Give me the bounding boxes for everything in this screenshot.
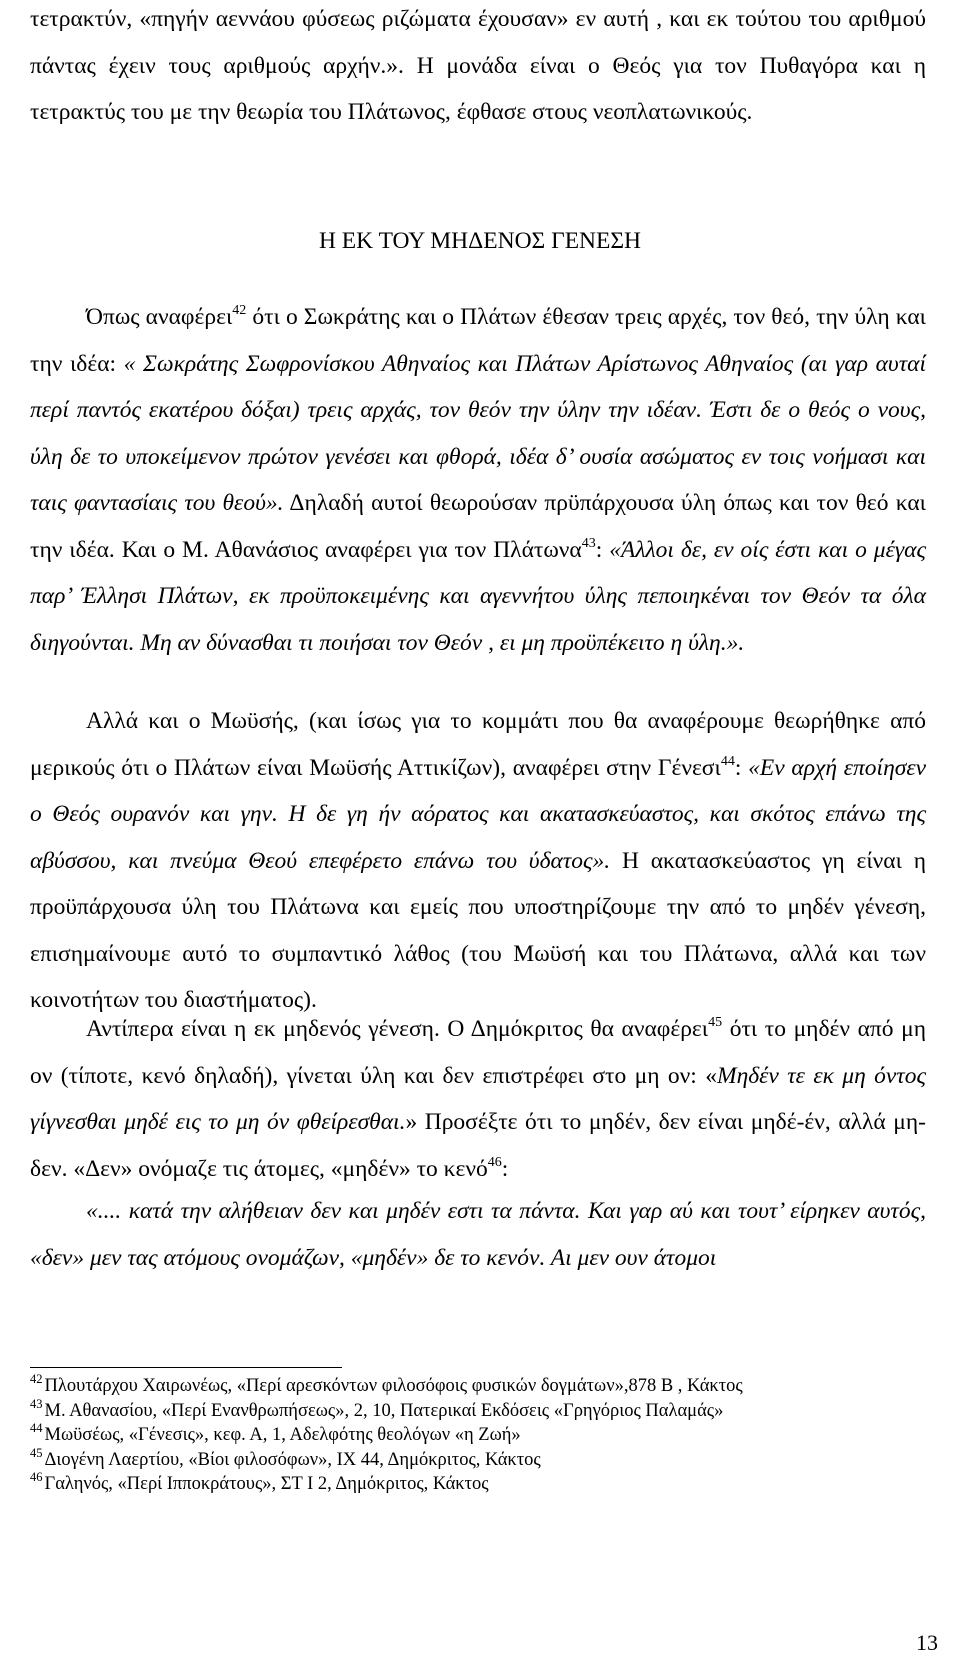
footnote-number: 43 bbox=[30, 1396, 43, 1411]
footnote-text: Μ. Αθανασίου, «Περί Ενανθρωπήσεως», 2, 10, Πατερικαί Εκδόσεις «Γρηγόριος Παλαμάς» bbox=[44, 1400, 724, 1421]
paragraph-2-text-c: Η ακατασκεύαστος γη είναι η προϋπάρχουσα ύλη του Πλάτωνα και εμείς που υποστηρίζουμε την από το μηδέν γένεση, επισημαίνουμε αυτό το συμπαντικό λάθος (του Μωϋσή και του Πλάτωνα, αλλά και των κοινοτήτων του διαστήματος). bbox=[30, 847, 926, 1013]
footnote-number: 46 bbox=[30, 1470, 43, 1484]
paragraph-3-text-a: Αντίπερα είναι η εκ μηδενός γένεση. Ο Δημόκριτος θα αναφέρει bbox=[86, 1016, 709, 1042]
footnote-text: Μωϋσέως, «Γένεσις», κεφ. Α, 1, Αδελφότης θεολόγων «η Ζωή» bbox=[44, 1425, 521, 1445]
footnote-ref-42: 42 bbox=[232, 303, 247, 318]
footnotes bbox=[30, 1374, 930, 1497]
footnote-42 bbox=[30, 1374, 930, 1399]
paragraph-1-quote-a: « Σωκράτης Σωφρονίσκου Αθηναίος και Πλάτων Αρίστωνος Αθηναίος (αι γαρ αυταί περί παντός εκατέρου δόξαι) τρεις αρχάς, τον θεόν την ύλην την ιδέαν. Έστι δε ο θεός ο νους, ύλη δε το υποκείμενον πρώτον γενέσει και φθορά, ιδέα δ’ ουσία ασώματος εν τοις νοήμασι και ταις φαντασίαις του θεού». bbox=[30, 350, 926, 516]
footnote-number: 44 bbox=[30, 1421, 43, 1435]
section-heading: Η ΕΚ ΤΟΥ ΜΗΔΕΝΟΣ ΓΕΝΕΣΗ bbox=[318, 228, 642, 254]
footnote-separator bbox=[30, 1367, 342, 1368]
footnote-text: Γαληνός, «Περί Ιπποκράτους», ΣΤ Ι 2, Δημόκριτος, Κάκτος bbox=[44, 1474, 489, 1494]
paragraph-1-text-d: : bbox=[595, 536, 610, 563]
paragraph-4 bbox=[30, 1188, 926, 1281]
footnote-ref-46: 46 bbox=[487, 1154, 502, 1170]
footnote-number: 42 bbox=[30, 1372, 43, 1386]
paragraph-3-text-c: » Προσέξτε ότι το μηδέν, δεν είναι μηδέ-έν, αλλά μη-δεν. «Δεν» ονόμαζε τις άτομες, «μηδέν» το κενό bbox=[30, 1109, 926, 1182]
paragraph-2-quote-a: «Εν αρχή εποίησεν ο Θεός ουρανόν και γην. Η δε γη ήν αόρατος και ακατασκεύαστος, και σκότος επάνω της αβύσσου, και πνεύμα Θεού επεφέρετο επάνω του ύδατος». bbox=[30, 754, 927, 874]
footnote-text: Διογένη Λαερτίου, «Βίοι φιλοσόφων», ΙΧ 44, Δημόκριτος, Κάκτος bbox=[44, 1449, 541, 1470]
paragraph-1-text-b: ότι ο Σωκράτης και ο Πλάτων έθεσαν τρεις αρχές, τον θεό, την ύλη και την ιδέα: bbox=[30, 304, 926, 377]
footnote-number: 45 bbox=[30, 1445, 43, 1460]
footnote-45 bbox=[30, 1445, 930, 1473]
opening-paragraph: τετρακτύν, «πηγήν αεννάου φύσεως ριζώματα έχουσαν» εν αυτή , και εκ τούτου του αριθμού πάντας έχειν τους αριθμούς αρχήν.». Η μονάδα είναι ο Θεός για τον Πυθαγόρα και η τετρακτύς του με την θεωρία του Πλάτωνος, έφθασε στους νεοπλατωνικούς. bbox=[30, 6, 926, 125]
footnote-ref-43: 43 bbox=[581, 535, 596, 551]
footnote-46 bbox=[30, 1472, 930, 1497]
footnote-text: Πλουτάρχου Χαιρωνέως, «Περί αρεσκόντων φιλοσόφοις φυσικών δογμάτων»,878 Β , Κάκτος bbox=[44, 1376, 743, 1396]
paragraph-1 bbox=[30, 294, 926, 666]
footnote-44 bbox=[30, 1423, 930, 1448]
footnote-43 bbox=[30, 1396, 930, 1424]
paragraph-4-quote: «.... κατά την αλήθειαν δεν και μηδέν εστι τα πάντα. Και γαρ αύ και τουτ’ είρηκεν αυτός, «δεν» μεν τας ατόμους ονομάζων, «μηδέν» δε το κενόν. Αι μεν ουν άτομοι bbox=[30, 1198, 926, 1271]
paragraph-3 bbox=[30, 1006, 926, 1192]
page-number: 13 bbox=[916, 1630, 938, 1655]
paragraph-3-text-d: : bbox=[501, 1155, 509, 1182]
paragraph-1-quote-b: «Άλλοι δε, εν οίς έστι και ο μέγας παρ’ Έλλησι Πλάτων, εκ προϋποκειμένης και αγεννήτου ύλης πεποιηκέναι τον Θεόν τα όλα διηγούνται. Μη αν δύνασθαι τι ποιήσαι τον Θεόν , ει μη προϋπέκειτο η ύλη.». bbox=[30, 536, 926, 656]
paragraph-2-text-b: : bbox=[734, 754, 749, 781]
paragraph-3-text-b: ότι το μηδέν από μη ον (τίποτε, κενό δηλαδή), γίνεται ύλη και δεν επιστρέφει στο μη ον: « bbox=[30, 1016, 926, 1089]
paragraph-1-text-c: Δηλαδή αυτοί θεωρούσαν πρϋπάρχουσα ύλη όπως και τον θεό και την ιδέα. Και ο Μ. Αθανάσιος αναφέρει για τον Πλάτωνα bbox=[30, 490, 926, 563]
paragraph-1-text-a: Όπως αναφέρει bbox=[86, 304, 233, 330]
paragraph-2 bbox=[30, 698, 926, 1024]
footnote-ref-44: 44 bbox=[720, 753, 735, 769]
footnote-ref-45: 45 bbox=[708, 1015, 723, 1030]
paragraph-3-quote-a: Μηδέν τε εκ μη όντος γίγνεσθαι μηδέ εις το μη όν φθείρεσθαι. bbox=[30, 1062, 927, 1135]
paragraph-2-text-a: Αλλά και ο Μωϋσής, (και ίσως για το κομμάτι που θα αναφέρουμε θεωρήθηκε από μερικούς ότι ο Πλάτων είναι Μωϋσής Αττικίζων), αναφέρει στην Γένεσι bbox=[30, 708, 926, 781]
